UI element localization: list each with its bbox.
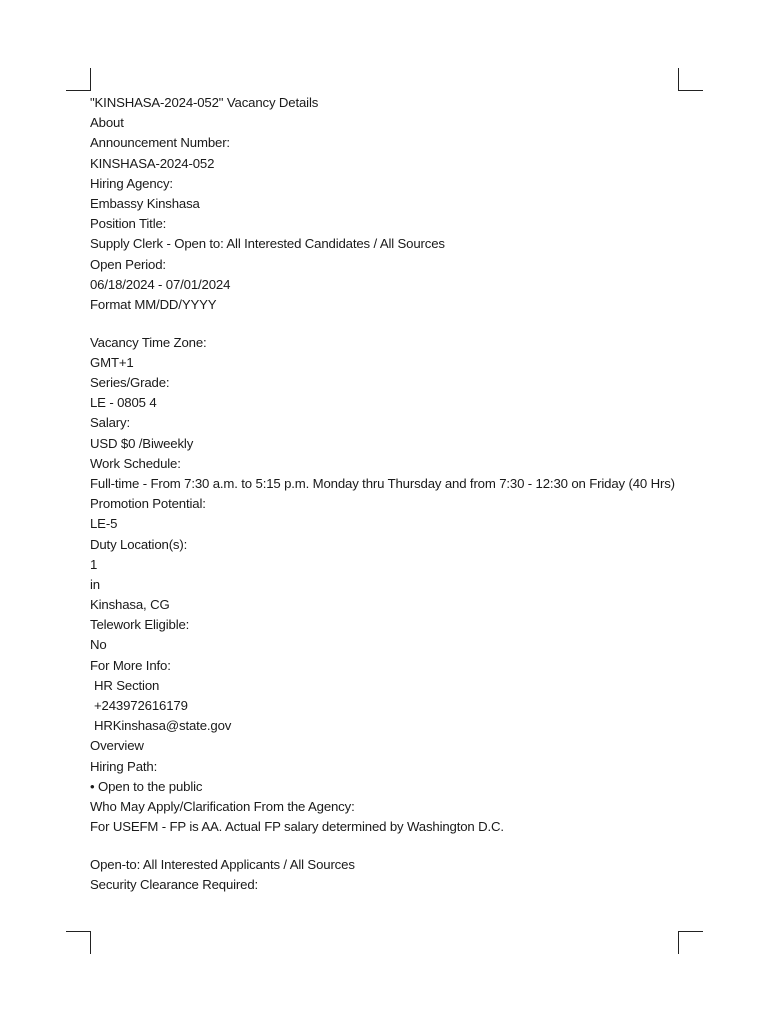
duty-location-in: in bbox=[90, 576, 100, 592]
document-title: "KINSHASA-2024-052" Vacancy Details bbox=[90, 95, 319, 110]
announcement-label: Announcement Number: bbox=[90, 135, 230, 151]
agency-value: Embassy Kinshasa bbox=[90, 195, 200, 211]
position-value: Supply Clerk - Open to: All Interested Candidates / All Sources bbox=[90, 236, 445, 252]
timezone-label: Vacancy Time Zone: bbox=[90, 334, 207, 350]
telework-value: No bbox=[90, 637, 107, 653]
duty-location-label: Duty Location(s): bbox=[90, 536, 188, 552]
announcement-value: KINSHASA-2024-052 bbox=[90, 155, 215, 171]
timezone-value: GMT+1 bbox=[90, 354, 134, 370]
salary-label: Salary: bbox=[90, 415, 130, 431]
hiring-path-label: Hiring Path: bbox=[90, 758, 158, 774]
schedule-value: Full-time - From 7:30 a.m. to 5:15 p.m. Monday thru Thursday and from 7:30 - 12:30 on Friday (40 Hrs) bbox=[90, 475, 675, 491]
open-period-value: 06/18/2024 - 07/01/2024 bbox=[90, 276, 231, 292]
open-period-label: Open Period: bbox=[90, 256, 166, 272]
open-to-line: Open-to: All Interested Applicants / All Sources bbox=[90, 856, 355, 872]
promotion-value: LE-5 bbox=[90, 516, 118, 532]
crop-mark-top-left bbox=[66, 68, 91, 91]
crop-mark-bottom-right bbox=[678, 931, 703, 954]
date-format-note: Format MM/DD/YYYY bbox=[90, 296, 217, 312]
blank-line bbox=[90, 837, 682, 855]
clearance-label: Security Clearance Required: bbox=[90, 877, 259, 893]
telework-label: Telework Eligible: bbox=[90, 617, 190, 633]
series-value: LE - 0805 4 bbox=[90, 395, 157, 411]
contact-section: HR Section bbox=[94, 677, 160, 693]
series-label: Series/Grade: bbox=[90, 375, 170, 391]
promotion-label: Promotion Potential: bbox=[90, 496, 206, 512]
duty-location-count: 1 bbox=[90, 556, 98, 572]
schedule-label: Work Schedule: bbox=[90, 455, 181, 471]
hiring-path-value: • Open to the public bbox=[90, 778, 203, 794]
crop-mark-top-right bbox=[678, 68, 703, 91]
contact-phone: +243972616179 bbox=[94, 698, 188, 714]
agency-label: Hiring Agency: bbox=[90, 175, 173, 191]
salary-value: USD $0 /Biweekly bbox=[90, 435, 194, 451]
crop-mark-bottom-left bbox=[66, 931, 91, 954]
contact-email: HRKinshasa@state.gov bbox=[94, 718, 232, 734]
duty-location-city: Kinshasa, CG bbox=[90, 597, 170, 613]
section-about: About bbox=[90, 115, 124, 131]
who-may-apply-value: For USEFM - FP is AA. Actual FP salary determined by Washington D.C. bbox=[90, 819, 504, 835]
document-body bbox=[90, 93, 682, 895]
blank-line bbox=[90, 315, 682, 333]
position-label: Position Title: bbox=[90, 216, 167, 232]
who-may-apply-label: Who May Apply/Clarification From the Agency: bbox=[90, 798, 355, 814]
section-overview: Overview bbox=[90, 738, 144, 754]
more-info-label: For More Info: bbox=[90, 657, 171, 673]
